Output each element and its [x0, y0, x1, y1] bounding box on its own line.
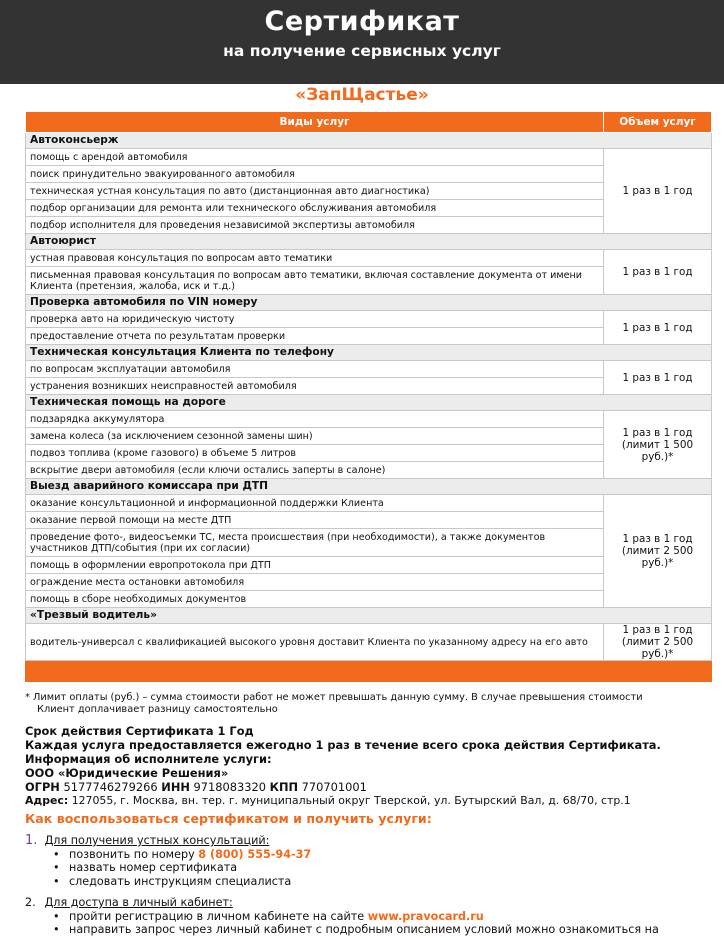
- ogrn-label: ОГРН: [25, 780, 60, 794]
- column-header-services: Виды услуг: [26, 112, 604, 133]
- validity-text: Срок действия Сертификата 1 Год: [25, 724, 254, 738]
- volume-cell: [604, 250, 712, 295]
- table-row: помощь в оформлении европротокола при ДТП: [26, 557, 604, 574]
- certificate-header: [0, 0, 724, 84]
- table-row: ограждение места остановки автомобиля: [26, 574, 604, 591]
- table-row: устранения возникших неисправностей автомобиля: [26, 378, 604, 395]
- table-row: помощь в сборе необходимых документов: [26, 591, 604, 608]
- certificate-info: [25, 724, 715, 808]
- inn-label: ИНН: [161, 780, 190, 794]
- section-title: «Трезвый водитель»: [26, 608, 712, 624]
- step-1-number: 1.: [25, 833, 38, 848]
- table-row: оказание консультационной и информационной поддержки Клиента: [26, 495, 604, 512]
- table-row: помощь с арендой автомобиля: [26, 149, 604, 166]
- table-row: устная правовая консультация по вопросам авто тематики: [26, 250, 604, 267]
- footnote-line-2: Клиент доплачивает разницу самостоятельно: [37, 704, 278, 715]
- volume-text: 1 раз в 1 год: [622, 533, 693, 545]
- address-value: 127055, г. Москва, вн. тер. г. муниципальный округ Тверской, ул. Бутырский Вал, д. 68/70, стр.1: [71, 794, 631, 807]
- step-1-heading: [25, 834, 715, 848]
- volume-cell: [604, 361, 712, 395]
- list-item: [53, 848, 715, 862]
- volume-limit: (лимит 1 500 руб.)*: [621, 438, 694, 463]
- table-row: подбор исполнителя для проведения независимой экспертизы автомобиля: [26, 217, 604, 234]
- services-table: [25, 111, 712, 682]
- step-1-title: Для получения устных консультаций:: [44, 834, 270, 847]
- table-row: проверка авто на юридическую чистоту: [26, 311, 604, 328]
- table-row: водитель-универсал с квалификацией высокого уровня доставит Клиента по указанному адресу на его авто: [26, 624, 604, 661]
- volume-text: 1 раз в 1 год: [622, 185, 693, 197]
- table-row: подвоз топлива (кроме газового) в объеме 5 литров: [26, 445, 604, 462]
- volume-cell: [604, 311, 712, 345]
- volume-text: 1 раз в 1 год: [622, 426, 693, 439]
- list-item: • назвать номер сертификата: [53, 861, 715, 875]
- call-text: позвонить по номеру: [69, 847, 199, 861]
- table-row: письменная правовая консультация по вопросам авто тематики, включая составление документа от имени Клиента (претензия, жалоба, иск и т.д.): [26, 267, 604, 295]
- ogrn-value: 5177746279266: [63, 780, 158, 794]
- table-row: вскрытие двери автомобиля (если ключи остались заперты в салоне): [26, 462, 604, 479]
- section-title: Проверка автомобиля по VIN номеру: [26, 295, 712, 311]
- list-item: [53, 910, 715, 924]
- column-header-volume: Объем услуг: [604, 112, 712, 133]
- table-row: подбор организации для ремонта или технического обслуживания автомобиля: [26, 200, 604, 217]
- howto-steps: [25, 834, 715, 937]
- kpp-label: КПП: [269, 780, 299, 794]
- step-2-heading: [25, 896, 715, 910]
- yearly-text: Каждая услуга предоставляется ежегодно 1 раз в течение всего срока действия Сертификата.: [25, 738, 661, 752]
- footnote-line-1: * Лимит оплаты (руб.) – сумма стоимости работ не может превышать данную сумму. В случае превышения стоимости: [25, 692, 643, 703]
- volume-limit: (лимит 2 500 руб.)*: [621, 636, 694, 660]
- volume-limit: (лимит 2 500 руб.)*: [621, 545, 694, 569]
- address-line: [25, 794, 715, 808]
- volume-cell: [604, 495, 712, 608]
- step-2-list: [25, 910, 715, 937]
- table-row: замена колеса (за исключением сезонной замены шин): [26, 428, 604, 445]
- list-item: • следовать инструкциям специалиста: [53, 875, 715, 889]
- brand-name: «ЗапЩастье»: [295, 85, 429, 105]
- table-row: проведение фото-, видеосъемки ТС, места происшествия (при необходимости), а также документов участников ДТП/события (при их согласии): [26, 529, 604, 557]
- register-text: пройти регистрацию в личном кабинете на сайте: [69, 909, 368, 923]
- section-title: Техническая помощь на дороге: [26, 395, 712, 411]
- list-item: • направить запрос через личный кабинет с подробным описанием условий можно ознакомиться на: [53, 923, 715, 937]
- volume-text: 1 раз в 1 год: [622, 624, 693, 636]
- table-row: подзарядка аккумулятора: [26, 411, 604, 428]
- volume-text: 1 раз в 1 год: [622, 321, 693, 334]
- table-row: техническая устная консультация по авто (дистанционная авто диагностика): [26, 183, 604, 200]
- table-row: предоставление отчета по результатам проверки: [26, 328, 604, 345]
- address-label: Адрес:: [25, 794, 69, 807]
- volume-text: 1 раз в 1 год: [622, 371, 693, 384]
- volume-text: 1 раз в 1 год: [622, 266, 693, 278]
- section-title: Автоюрист: [26, 234, 712, 250]
- volume-cell: [604, 149, 712, 234]
- table-row: по вопросам эксплуатации автомобиля: [26, 361, 604, 378]
- table-row: поиск принудительно эвакуированного автомобиля: [26, 166, 604, 183]
- table-header-row: [26, 112, 712, 133]
- certificate-title: Сертификат: [264, 6, 460, 37]
- table-row: оказание первой помощи на месте ДТП: [26, 512, 604, 529]
- website-link[interactable]: www.pravocard.ru: [367, 909, 484, 923]
- step-2-title: Для доступа в личный кабинет:: [44, 896, 233, 909]
- limit-footnote: [25, 692, 711, 716]
- company-name: ООО «Юридические Решения»: [25, 766, 229, 780]
- section-title: Техническая консультация Клиента по телефону: [26, 345, 712, 361]
- section-title: Выезд аварийного комиссара при ДТП: [26, 479, 712, 495]
- step-2-number: 2.: [25, 896, 36, 909]
- table-footer-bar: [26, 661, 712, 682]
- kpp-value: 770701001: [301, 780, 367, 794]
- volume-cell: [604, 624, 712, 661]
- inn-value: 9718083320: [193, 780, 267, 794]
- executor-title: Информация об исполнителе услуги:: [25, 752, 272, 766]
- step-1-list: [25, 848, 715, 889]
- section-title: Автоконсьерж: [26, 133, 712, 149]
- registration-line: [25, 780, 715, 794]
- support-phone-link[interactable]: 8 (800) 555-94-37: [198, 847, 312, 861]
- howto-title: Как воспользоваться сертификатом и получить услуги:: [25, 811, 432, 826]
- volume-cell: [604, 411, 712, 479]
- certificate-subtitle: на получение сервисных услуг: [223, 42, 501, 60]
